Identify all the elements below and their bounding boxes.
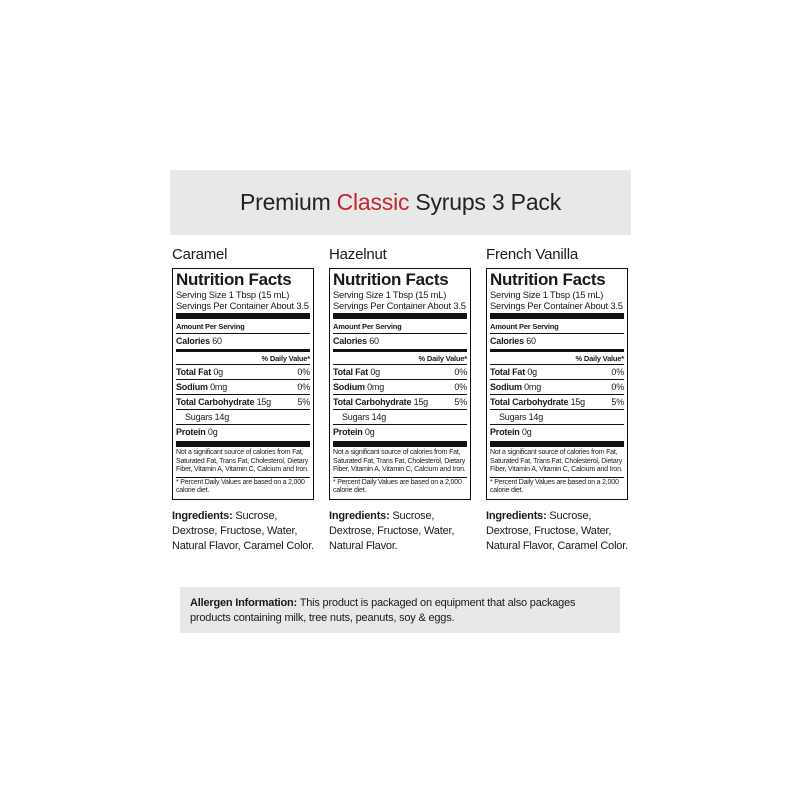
divider-thick: [490, 441, 624, 447]
amount-per-serving: Amount Per Serving: [333, 322, 402, 331]
daily-value-header: % Daily Value*: [575, 354, 624, 363]
title-banner: [170, 170, 631, 235]
product-french-vanilla: [486, 244, 632, 554]
protein-row: Protein 0g: [490, 424, 624, 439]
divider-medium: [176, 349, 310, 352]
daily-value-header: % Daily Value*: [261, 354, 310, 363]
sugars-row: Sugars 14g: [176, 409, 310, 424]
product-name: Caramel: [172, 246, 228, 263]
calories-row: Calories 60: [490, 333, 624, 348]
serving-size: Serving Size 1 Tbsp (15 mL): [490, 289, 604, 300]
sodium-row: Sodium 0mg 0%: [333, 379, 467, 394]
product-hazelnut: [329, 244, 475, 554]
nutrition-facts-heading: Nutrition Facts: [333, 270, 449, 289]
sugars-row: Sugars 14g: [333, 409, 467, 424]
servings-per-container: Servings Per Container About 3.5: [176, 300, 309, 311]
serving-size: Serving Size 1 Tbsp (15 mL): [176, 289, 290, 300]
total-fat-row: Total Fat 0g 0%: [490, 364, 624, 379]
nutrition-note: Not a significant source of calories from Fat, Saturated Fat, Trans Fat, Cholesterol, Dietary Fiber, Vitamin A, Vitamin C, Calcium and Iron.: [176, 449, 309, 474]
divider-thick: [333, 441, 467, 447]
calories-row: Calories 60: [333, 333, 467, 348]
product-name: Hazelnut: [329, 246, 387, 263]
nutrition-note: Not a significant source of calories from Fat, Saturated Fat, Trans Fat, Cholesterol, Dietary Fiber, Vitamin A, Vitamin C, Calcium and Iron.: [333, 449, 466, 474]
daily-value-header: % Daily Value*: [418, 354, 467, 363]
sodium-row: Sodium 0mg 0%: [490, 379, 624, 394]
sugars-row: Sugars 14g: [490, 409, 624, 424]
daily-value-footnote: * Percent Daily Values are based on a 2,000 calorie diet.: [490, 477, 624, 496]
protein-row: Protein 0g: [176, 424, 310, 439]
ingredients: Ingredients: Sucrose, Dextrose, Fructose, Water, Natural Flavor.: [329, 509, 455, 552]
nutrition-facts-panel: [486, 268, 628, 500]
nutrition-facts-heading: Nutrition Facts: [490, 270, 606, 289]
carbohydrate-row: Total Carbohydrate 15g 5%: [333, 394, 467, 409]
servings-per-container: Servings Per Container About 3.5: [333, 300, 466, 311]
serving-size: Serving Size 1 Tbsp (15 mL): [333, 289, 447, 300]
nutrition-facts-heading: Nutrition Facts: [176, 270, 292, 289]
amount-per-serving: Amount Per Serving: [176, 322, 245, 331]
carbohydrate-row: Total Carbohydrate 15g 5%: [490, 394, 624, 409]
carbohydrate-row: Total Carbohydrate 15g 5%: [176, 394, 310, 409]
allergen-label: Allergen Information:: [190, 597, 298, 609]
daily-value-footnote: * Percent Daily Values are based on a 2,000 calorie diet.: [333, 477, 467, 496]
divider-medium: [490, 349, 624, 352]
amount-per-serving: Amount Per Serving: [490, 322, 559, 331]
divider-medium: [333, 349, 467, 352]
divider-thick: [333, 313, 467, 319]
title-part2: Syrups 3 Pack: [415, 189, 562, 215]
nutrition-facts-panel: [172, 268, 314, 500]
calories-row: Calories 60: [176, 333, 310, 348]
divider-thick: [176, 313, 310, 319]
product-name: French Vanilla: [486, 246, 578, 263]
daily-value-footnote: * Percent Daily Values are based on a 2,000 calorie diet.: [176, 477, 310, 496]
protein-row: Protein 0g: [333, 424, 467, 439]
allergen-text: This product is packaged on equipment that also packages products containing milk, tree nuts, peanuts, soy & eggs.: [190, 597, 576, 624]
divider-thick: [490, 313, 624, 319]
total-fat-row: Total Fat 0g 0%: [333, 364, 467, 379]
product-caramel: [172, 244, 318, 554]
nutrition-note: Not a significant source of calories from Fat, Saturated Fat, Trans Fat, Cholesterol, Dietary Fiber, Vitamin A, Vitamin C, Calcium and Iron.: [490, 449, 623, 474]
servings-per-container: Servings Per Container About 3.5: [490, 300, 623, 311]
title-accent: Classic: [336, 189, 410, 215]
sodium-row: Sodium 0mg 0%: [176, 379, 310, 394]
title-part1: Premium: [239, 189, 331, 215]
total-fat-row: Total Fat 0g 0%: [176, 364, 310, 379]
allergen-info: [180, 587, 620, 633]
divider-thick: [176, 441, 310, 447]
nutrition-facts-panel: [329, 268, 471, 500]
ingredients: Ingredients: Sucrose, Dextrose, Fructose, Water, Natural Flavor, Caramel Color.: [486, 509, 628, 552]
ingredients: Ingredients: Sucrose, Dextrose, Fructose, Water, Natural Flavor, Caramel Color.: [172, 509, 314, 552]
